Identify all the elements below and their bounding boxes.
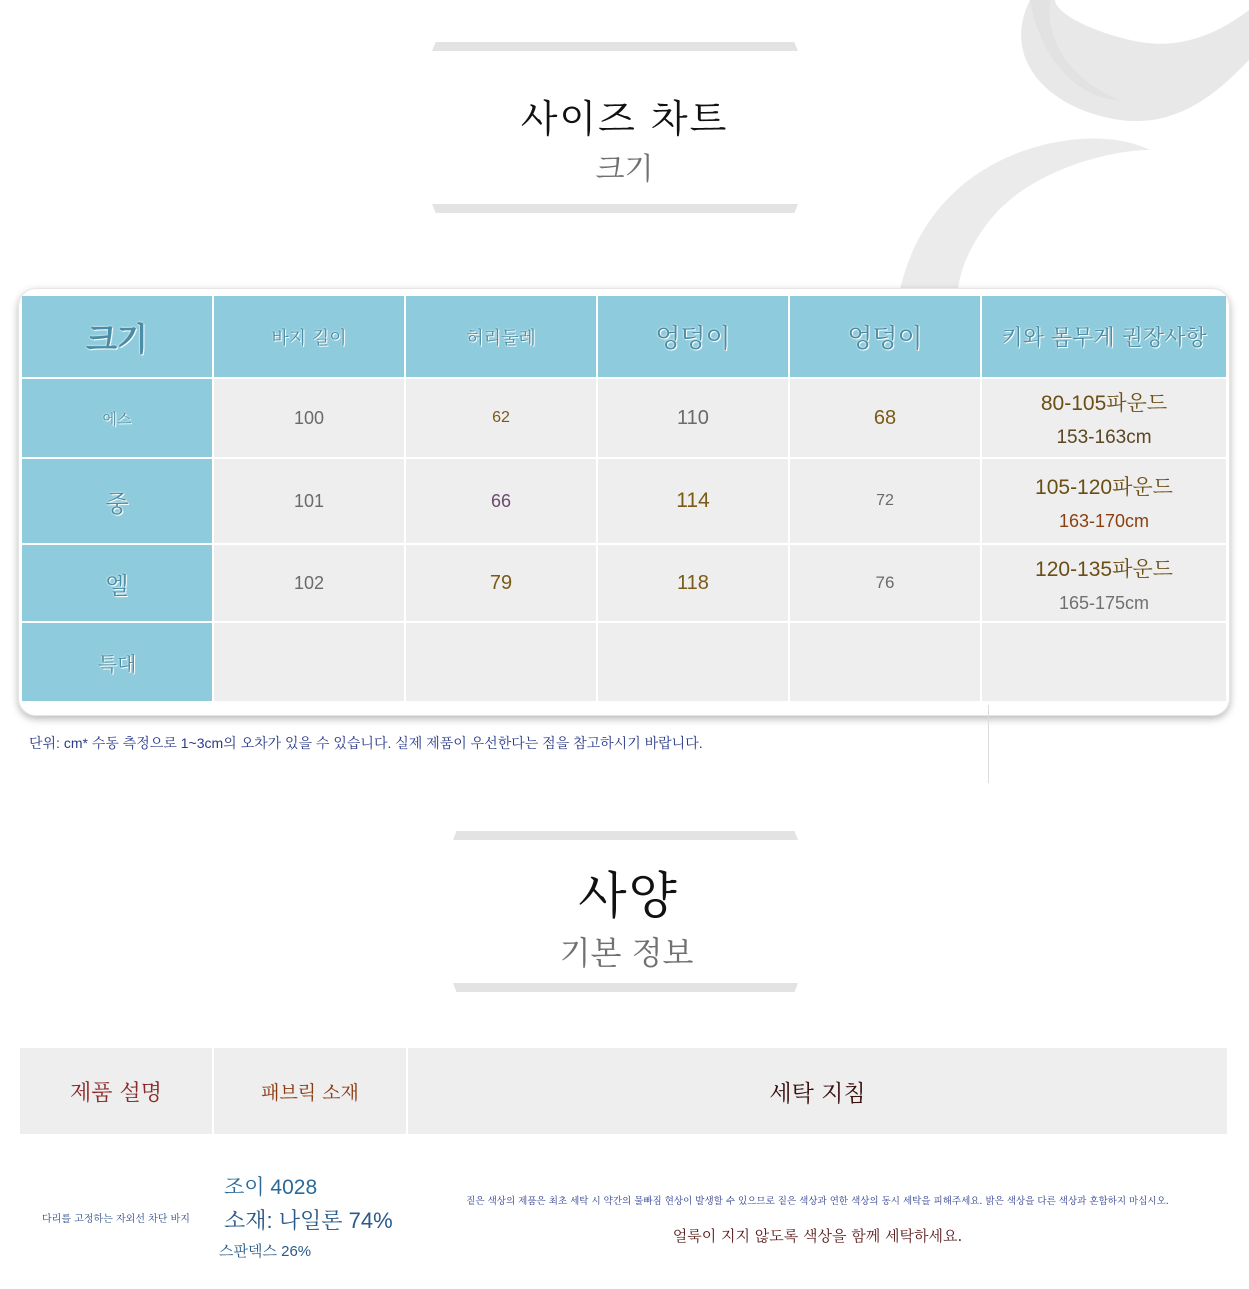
- cell-hip-1: 114: [598, 459, 788, 543]
- table-row: [22, 379, 1226, 457]
- cell-waist: 62: [406, 379, 596, 457]
- table-row: [22, 545, 1226, 621]
- spec-subtitle: 기본 정보: [559, 934, 694, 972]
- cell-recommendation: 105-120파운드 163-170cm: [982, 459, 1226, 543]
- spec-header-description: 제품 설명: [20, 1048, 212, 1134]
- size-table: [20, 294, 1228, 703]
- header-hip-2: 엉덩이: [790, 296, 980, 377]
- cell-hip-2: 72: [790, 459, 980, 543]
- cell-length: [214, 623, 404, 701]
- washing-instruction-2: 얼룩이 지지 않도록 색상을 함께 세탁하세요.: [672, 1227, 963, 1245]
- cell-length: 102: [214, 545, 404, 621]
- table-row: [22, 459, 1226, 543]
- size-chart-title: 사이즈 차트: [520, 97, 729, 141]
- header-size: 크기: [22, 296, 212, 377]
- table-header-row: [22, 296, 1226, 377]
- divider-line: [988, 705, 989, 783]
- fabric-model: 조이 4028: [224, 1176, 318, 1199]
- spec-rule-bottom: [453, 983, 798, 992]
- fabric-spandex: 스판덱스 26%: [219, 1243, 312, 1260]
- row-label-m: 중: [22, 459, 212, 543]
- size-chart-subtitle: 크기: [595, 152, 654, 187]
- spec-header-washing: 세탁 지침: [408, 1048, 1227, 1134]
- washing-instruction-1: 짙은 색상의 제품은 최초 세탁 시 약간의 물빠짐 현상이 발생할 수 있으므로 짙은 색상과 연한 색상의 동시 세탁을 피해주세요. 밝은 색상을 다른 색상과 혼합하지 마십시오.: [466, 1196, 1169, 1207]
- cell-hip-2: 76: [790, 545, 980, 621]
- cell-hip-1: 110: [598, 379, 788, 457]
- cell-waist: 66: [406, 459, 596, 543]
- fabric-material: 소재: 나일론 74%: [224, 1208, 393, 1233]
- title-rule-bottom: [432, 204, 798, 213]
- row-label-s: 에스: [22, 379, 212, 457]
- spec-header-fabric: 패브릭 소재: [214, 1048, 406, 1134]
- header-length: 바지 길이: [214, 296, 404, 377]
- spec-rule-top: [453, 831, 798, 840]
- table-row: [22, 623, 1226, 701]
- measurement-note: 단위: cm* 수동 측정으로 1~3cm의 오차가 있을 수 있습니다. 실제 제품이 우선한다는 점을 참고하시기 바랍니다.: [29, 735, 703, 751]
- cell-recommendation: 80-105파운드 153-163cm: [982, 379, 1226, 457]
- cell-hip-1: [598, 623, 788, 701]
- header-hip-1: 엉덩이: [598, 296, 788, 377]
- cell-hip-2: [790, 623, 980, 701]
- header-waist: 허리둘레: [406, 296, 596, 377]
- cell-hip-1: 118: [598, 545, 788, 621]
- row-label-l: 엘: [22, 545, 212, 621]
- spec-title: 사양: [578, 867, 679, 925]
- cell-recommendation: [982, 623, 1226, 701]
- cell-waist: [406, 623, 596, 701]
- header-recommendation: 키와 몸무게 권장사항: [982, 296, 1226, 377]
- cell-waist: 79: [406, 545, 596, 621]
- cell-recommendation: 120-135파운드 165-175cm: [982, 545, 1226, 621]
- description-text: 다리를 고정하는 자외선 차단 바지: [42, 1214, 190, 1225]
- cell-length: 100: [214, 379, 404, 457]
- title-rule-top: [432, 42, 798, 51]
- cell-hip-2: 68: [790, 379, 980, 457]
- row-label-xl: 특대: [22, 623, 212, 701]
- cell-length: 101: [214, 459, 404, 543]
